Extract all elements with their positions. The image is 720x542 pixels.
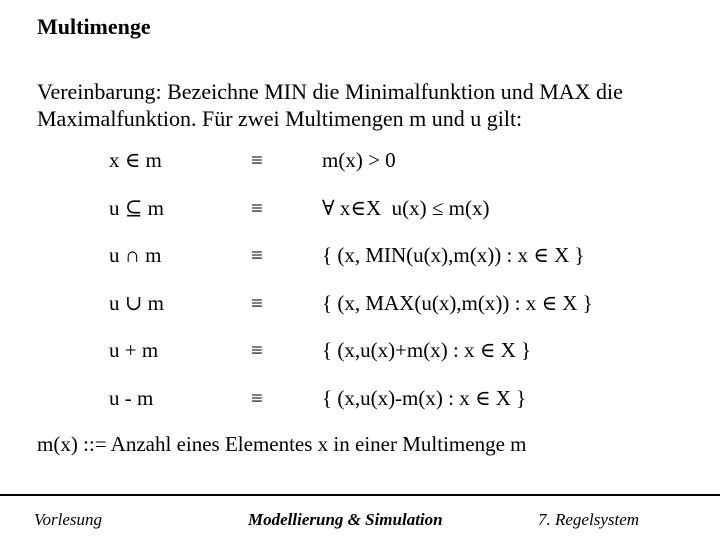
definition-row (0, 281, 720, 329)
definition-list (0, 138, 720, 424)
equivalence-symbol: ≡ (251, 338, 263, 363)
definition-lhs: u - m (109, 385, 154, 410)
equivalence-symbol: ≡ (251, 243, 263, 268)
footer-course-title: Modellierung & Simulation (248, 510, 443, 529)
slide-footer (0, 494, 720, 542)
intro-paragraph: Vereinbarung: Bezeichne MIN die Minimalfunktion und MAX die Maximalfunktion. Für zwei Multimengen m und u gilt: (37, 79, 623, 131)
equivalence-symbol: ≡ (251, 148, 263, 172)
definition-row (0, 376, 720, 424)
slide-title: Multimenge (37, 14, 151, 39)
footer-lecture-label: Vorlesung (34, 510, 102, 529)
definition-row (0, 138, 720, 186)
footer-chapter-label: 7. Regelsystem (538, 510, 640, 529)
definition-rhs: { (x, MAX(u(x),m(x)) : x ∈ X } (322, 290, 593, 315)
definition-row (0, 233, 720, 281)
definition-rhs: { (x,u(x)+m(x) : x ∈ X } (322, 338, 532, 363)
equivalence-symbol: ≡ (251, 290, 263, 315)
definition-lhs: u ∩ m (109, 243, 162, 268)
definition-lhs: u + m (109, 338, 159, 363)
definition-lhs: u ⊆ m (109, 195, 164, 220)
definition-rhs: m(x) > 0 (322, 148, 396, 172)
definition-lhs: x ∈ m (109, 148, 162, 172)
equivalence-symbol: ≡ (251, 385, 263, 410)
definition-rhs: { (x, MIN(u(x),m(x)) : x ∈ X } (322, 243, 585, 268)
definition-rhs: { (x,u(x)-m(x) : x ∈ X } (322, 385, 527, 410)
equivalence-symbol: ≡ (251, 195, 263, 220)
definition-lhs: u ∪ m (109, 290, 164, 315)
definition-row (0, 328, 720, 376)
definition-row (0, 186, 720, 234)
multiplicity-note: m(x) ::= Anzahl eines Elementes x in einer Multimenge m (37, 432, 527, 456)
definition-rhs: ∀ x∈X u(x) ≤ m(x) (322, 195, 490, 220)
